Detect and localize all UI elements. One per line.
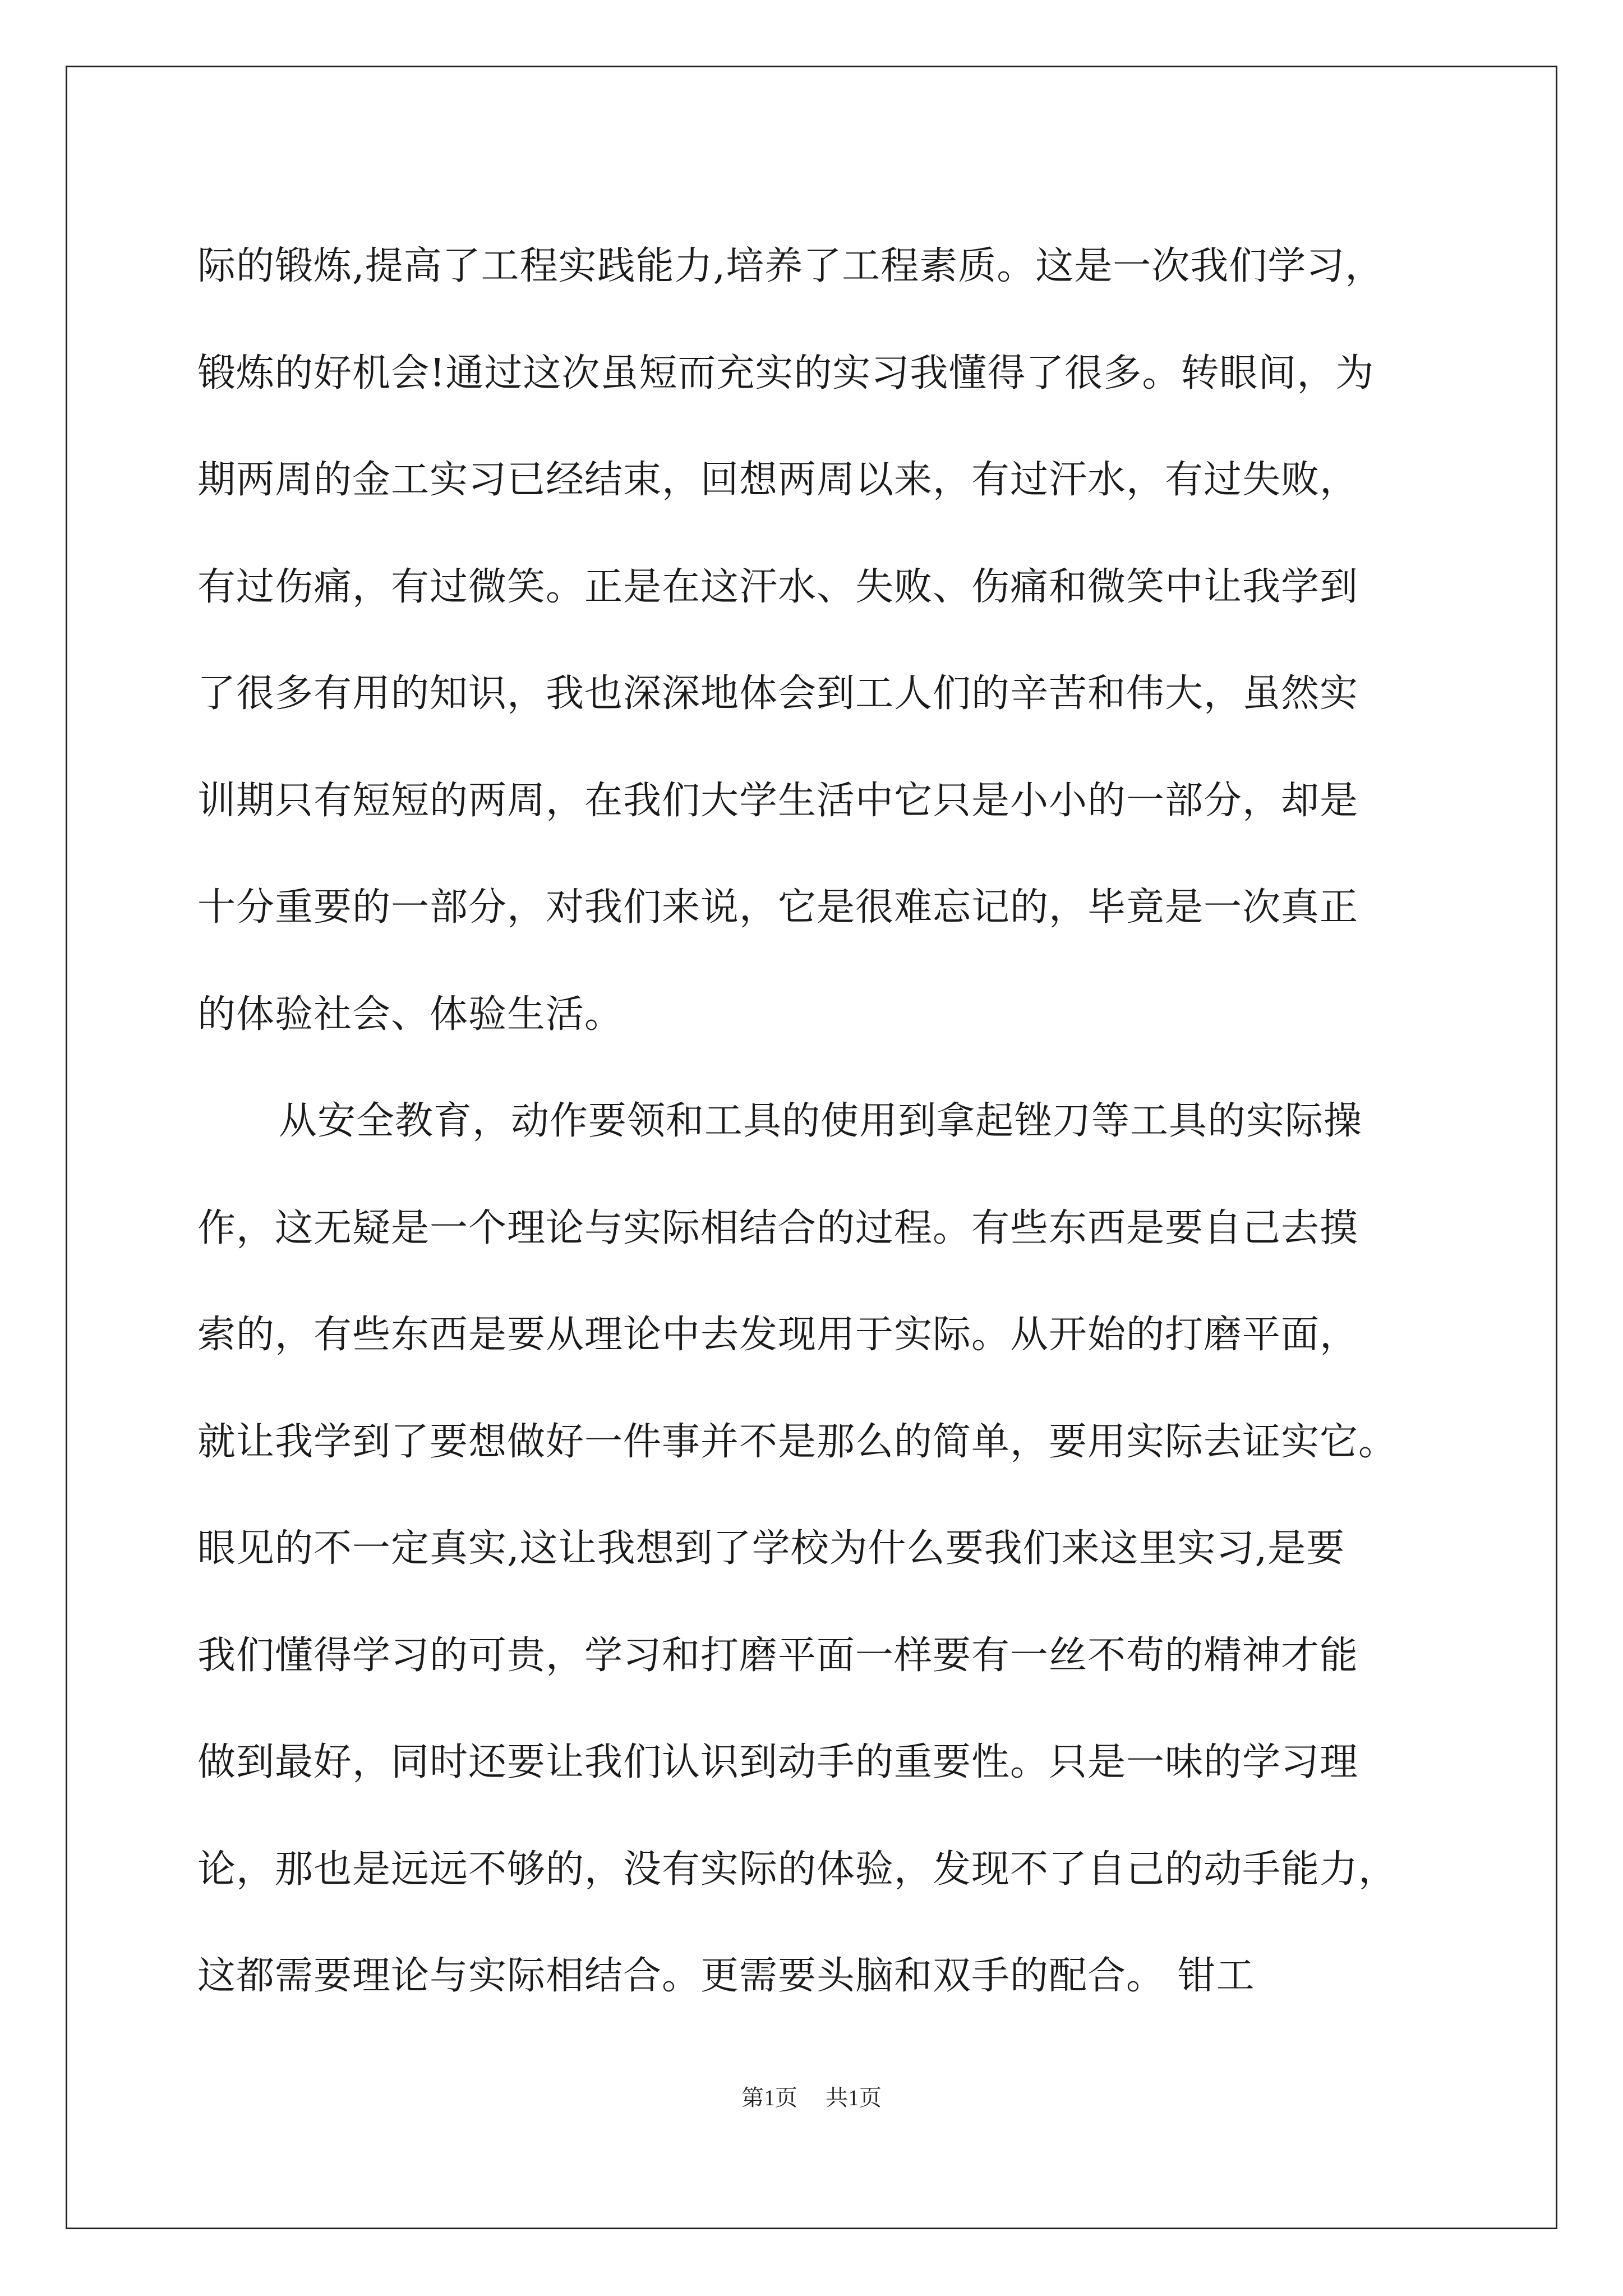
text-line-12: 就让我学到了要想做好一件事并不是那么的简单，要用实际去证实它。 [197, 1419, 1398, 1464]
text-line-14: 我们懂得学习的可贵，学习和打磨平面一样要有一丝不苟的精神才能 [197, 1633, 1359, 1678]
text-line-7: 十分重要的一部分，对我们来说，它是很难忘记的，毕竟是一次真正 [197, 885, 1359, 930]
text-line-11: 索的，有些东西是要从理论中去发现用于实际。从开始的打磨平面， [197, 1313, 1359, 1357]
page-number-total: 共1页 [826, 2085, 882, 2110]
page-footer [0, 2081, 1623, 2115]
text-line-16: 论，那也是远远不够的，没有实际的体验，发现不了自己的动手能力， [197, 1847, 1398, 1892]
text-line-10: 作，这无疑是一个理论与实际相结合的过程。有些东西是要自己去摸 [197, 1205, 1359, 1250]
text-line-9: 从安全教育，动作要领和工具的使用到拿起锉刀等工具的实际操 [279, 1099, 1363, 1143]
page-number-current: 第1页 [741, 2085, 797, 2110]
text-line-2: 锻炼的好机会!通过这次虽短而充实的实习我懂得了很多。转眼间，为 [197, 351, 1375, 395]
text-line-4: 有过伤痛，有过微笑。正是在这汗水、失败、伤痛和微笑中让我学到 [197, 564, 1359, 609]
text-line-6: 训期只有短短的两周，在我们大学生活中它只是小小的一部分，却是 [197, 778, 1359, 823]
text-line-1: 际的锻炼,提高了工程实践能力,培养了工程素质。这是一次我们学习， [197, 244, 1384, 288]
text-line-8: 的体验社会、体验生活。 [197, 992, 624, 1037]
text-line-3: 期两周的金工实习已经结束，回想两周以来，有过汗水，有过失败， [197, 458, 1359, 502]
text-line-5: 了很多有用的知识，我也深深地体会到工人们的辛苦和伟大，虽然实 [197, 671, 1359, 716]
text-line-15: 做到最好，同时还要让我们认识到动手的重要性。只是一味的学习理 [197, 1740, 1359, 1784]
text-line-17: 这都需要理论与实际相结合。更需要头脑和双手的配合。 钳工 [197, 1954, 1255, 1998]
document-body [197, 213, 1459, 2030]
text-line-13: 眼见的不一定真实,这让我想到了学校为什么要我们来这里实习,是要 [197, 1526, 1345, 1571]
